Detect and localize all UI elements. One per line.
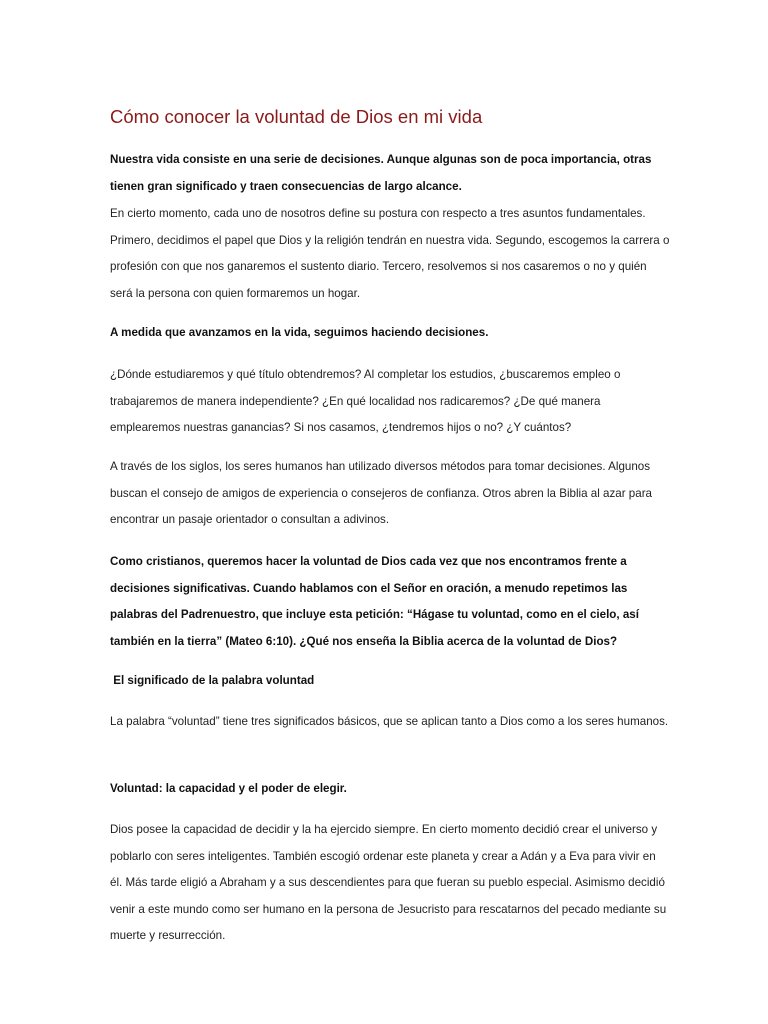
- body-paragraph: Dios posee la capacidad de decidir y la ha ejercido siempre. En cierto momento decidió crear el universo y poblarlo con seres inteligentes. También escogió ordenar este planeta y crear a Adán y a Eva para vivir en él. Más tarde eligió a Abraham y a sus descendientes para que fueran su pueblo especial. Asimismo decidió venir a este mundo como ser humano en la persona de Jesucristo para rescatarnos del pecado mediante su muerte y resurrección.: [110, 823, 667, 942]
- body-paragraph: A través de los siglos, los seres humanos han utilizado diversos métodos para tomar decisiones. Algunos buscan el consejo de amigos de experiencia o consejeros de confianza. Otros abren la Biblia al azar para encontrar un pasaje orientador o consultan a adivinos.: [110, 460, 653, 526]
- subsection-heading: Voluntad: la capacidad y el poder de elegir.: [110, 782, 347, 795]
- bold-paragraph: A medida que avanzamos en la vida, seguimos haciendo decisiones.: [110, 326, 489, 339]
- body-paragraph: ¿Dónde estudiaremos y qué título obtendremos? Al completar los estudios, ¿buscaremos empleo o trabajaremos de manera independiente? ¿En qué localidad nos radicaremos? ¿De qué manera emplearemos nuestras ganancias? Si nos casamos, ¿tendremos hijos o no? ¿Y cuántos?: [110, 368, 621, 434]
- document-title: Cómo conocer la voluntad de Dios en mi vida: [110, 106, 483, 127]
- section-heading: El significado de la palabra voluntad: [110, 674, 315, 687]
- body-paragraph: En cierto momento, cada uno de nosotros define su postura con respecto a tres asuntos fundamentales. Primero, decidimos el papel que Dios y la religión tendrán en nuestra vida. Segundo, escogemos la carrera o profesión con que nos ganaremos el sustento diario. Tercero, resolvemos si nos casaremos o no y quién será la persona con quien formaremos un hogar.: [110, 207, 670, 300]
- bold-paragraph: Como cristianos, queremos hacer la voluntad de Dios cada vez que nos encontramos frente a decisiones significativas. Cuando hablamos con el Señor en oración, a menudo repetimos las palabras del Padrenuestro, que incluye esta petición: “Hágase tu voluntad, como en el cielo, así también en la tierra” (Mateo 6:10). ¿Qué nos enseña la Biblia acerca de la voluntad de Dios?: [110, 555, 639, 648]
- body-paragraph: La palabra “voluntad” tiene tres significados básicos, que se aplican tanto a Dios como a los seres humanos.: [110, 715, 669, 728]
- intro-paragraph: Nuestra vida consiste en una serie de decisiones. Aunque algunas son de poca importancia, otras tienen gran significado y traen consecuencias de largo alcance.: [110, 153, 652, 193]
